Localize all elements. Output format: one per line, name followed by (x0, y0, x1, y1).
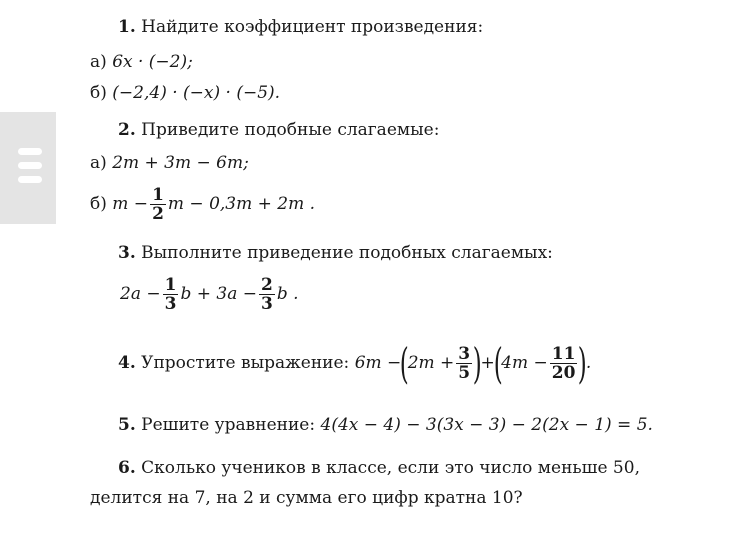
task-1-heading: 1. Найдите коэффициент произведения: (118, 17, 484, 37)
task-3-title: Выполните приведение подобных слагаемых: (141, 243, 553, 263)
task-6-line-2: делится на 7, на 2 и сумма его цифр кратна 10? (90, 488, 523, 508)
side-menu-tab[interactable] (0, 112, 56, 224)
fraction: $\frac{1}{3}$ (164, 275, 177, 314)
task-1a: а) 6x · (−2); (90, 52, 193, 72)
task-5: 5. Решите уравнение: 4(4x − 4) − 3(3x − 3) − 2(2x − 1) = 5. (118, 415, 653, 435)
fraction: $\frac{11}{20}$ (551, 344, 576, 383)
task-2-heading: 2. Приведите подобные слагаемые: (118, 120, 440, 140)
fraction: $\frac{2}{3}$ (261, 275, 273, 314)
task-5-title: Решите уравнение: (141, 415, 316, 435)
task-3-expression: 2a − $\frac{1}{3}$ b + 3a − $\frac{2}{3}$ b . (120, 275, 299, 314)
menu-bar-icon (18, 148, 42, 155)
task-3-heading: 3. Выполните приведение подобных слагаемых: (118, 243, 553, 263)
task-1b: б) (−2,4) · (−x) · (−5). (90, 83, 281, 103)
fraction: $\frac{3}{5}$ (458, 344, 471, 383)
task-4: 4. Упростите выражение: 6m −(2m + $\frac{3}{5}$ )+(4m − $\frac{11}{20}$ ). (118, 338, 592, 388)
menu-bar-icon (18, 162, 42, 169)
task-6-line-1: 6. Сколько учеников в классе, если это число меньше 50, (118, 458, 640, 478)
task-2a: а) 2m + 3m − 6m; (90, 153, 249, 173)
task-2-title: Приведите подобные слагаемые: (141, 120, 440, 140)
task-2b: б) m − $\frac{1}{2}$ m − 0,3m + 2m . (90, 185, 316, 224)
task-4-title: Упростите выражение: (141, 353, 350, 373)
fraction: $\frac{1}{2}$ (152, 185, 164, 224)
menu-bar-icon (18, 176, 42, 183)
task-1-title: Найдите коэффициент произведения: (141, 17, 484, 37)
